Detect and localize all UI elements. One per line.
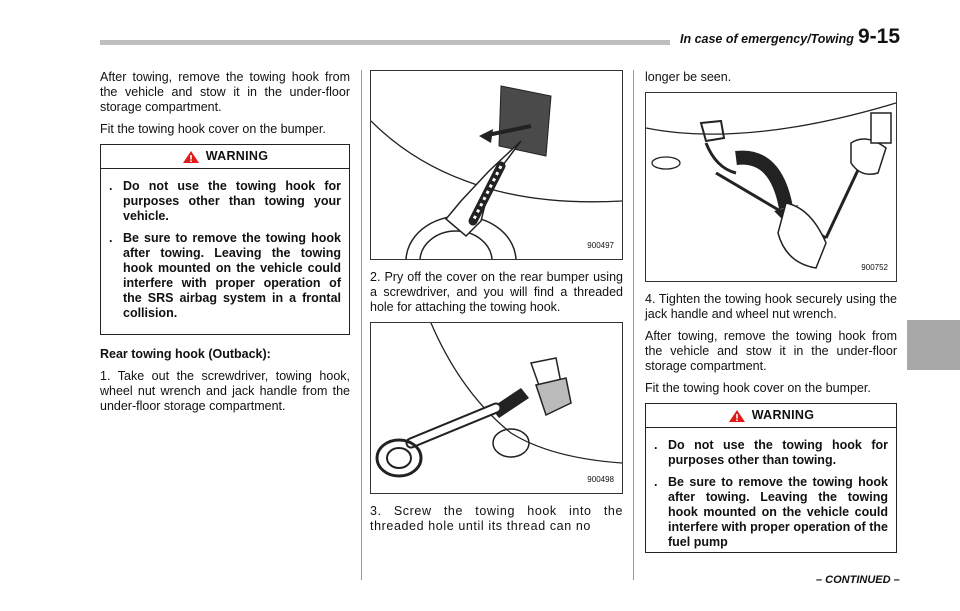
chapter-thumb-tab [907, 320, 960, 370]
warning-item-text: Be sure to remove the towing hook after towing. Leaving the towing hook mounted on the vehicle could interfere with proper operation of the SRS airbag system in a frontal collision. [123, 231, 341, 320]
column-divider [633, 70, 634, 580]
figure-remove-cover [370, 70, 623, 260]
figure-attach-hook [370, 322, 623, 494]
figure-code: 900498 [587, 475, 614, 484]
column-left [100, 70, 350, 421]
step-3: 3. Screw the towing hook into the threaded hole until its thread can no [370, 504, 623, 533]
column-divider [361, 70, 362, 580]
column-right [645, 70, 897, 553]
step-4: 4. Tighten the towing hook securely using the jack handle and wheel nut wrench. [645, 292, 897, 321]
warning-title: WARNING [751, 408, 815, 422]
warning-item [654, 475, 888, 550]
paragraph-fit-cover: Fit the towing hook cover on the bumper. [100, 122, 326, 136]
section-heading: Rear towing hook (Outback): [100, 347, 271, 361]
continued-label: – CONTINUED – [816, 574, 900, 586]
paragraph-fit-cover: Fit the towing hook cover on the bumper. [645, 381, 871, 395]
bullet: . [654, 475, 658, 489]
warning-header [646, 404, 896, 428]
step-3-continuation: longer be seen. [645, 70, 732, 84]
figure-code: 900497 [587, 241, 614, 250]
warning-body [646, 428, 896, 552]
bullet: . [109, 179, 113, 193]
bullet: . [109, 231, 113, 245]
warning-header [101, 145, 349, 169]
section-title: In case of emergency/Towing [680, 32, 854, 46]
figure-code: 900752 [861, 263, 888, 272]
warning-title: WARNING [205, 149, 269, 163]
warning-triangle-icon [182, 150, 200, 164]
step-1: 1. Take out the screwdriver, towing hook, wheel nut wrench and jack handle from the under-floor storage compartment. [100, 369, 350, 413]
warning-item [109, 231, 341, 321]
warning-box [645, 403, 897, 553]
bullet: . [654, 438, 658, 452]
warning-triangle-icon [728, 409, 746, 423]
warning-item [654, 438, 888, 468]
warning-box [100, 144, 350, 335]
warning-item-text: Do not use the towing hook for purposes other than towing. [668, 438, 888, 467]
warning-item-text: Do not use the towing hook for purposes other than towing your vehicle. [123, 179, 341, 223]
page-number: 9-15 [858, 25, 901, 48]
header-rule [100, 40, 670, 45]
paragraph-stow-hook: After towing, remove the towing hook from the vehicle and stow it in the under-floor storage compartment. [100, 70, 350, 114]
step-2: 2. Pry off the cover on the rear bumper using a screwdriver, and you will find a threaded hole for attaching the towing hook. [370, 270, 623, 314]
warning-item [109, 179, 341, 224]
warning-body [101, 169, 349, 334]
figure-tighten-hook [645, 92, 897, 282]
paragraph-stow-hook: After towing, remove the towing hook from the vehicle and stow it in the under-floor storage compartment. [645, 329, 897, 373]
column-middle [370, 70, 623, 541]
warning-item-text: Be sure to remove the towing hook after towing. Leaving the towing hook mounted on the vehicle could interfere with proper operation of the fuel pump [668, 475, 888, 549]
